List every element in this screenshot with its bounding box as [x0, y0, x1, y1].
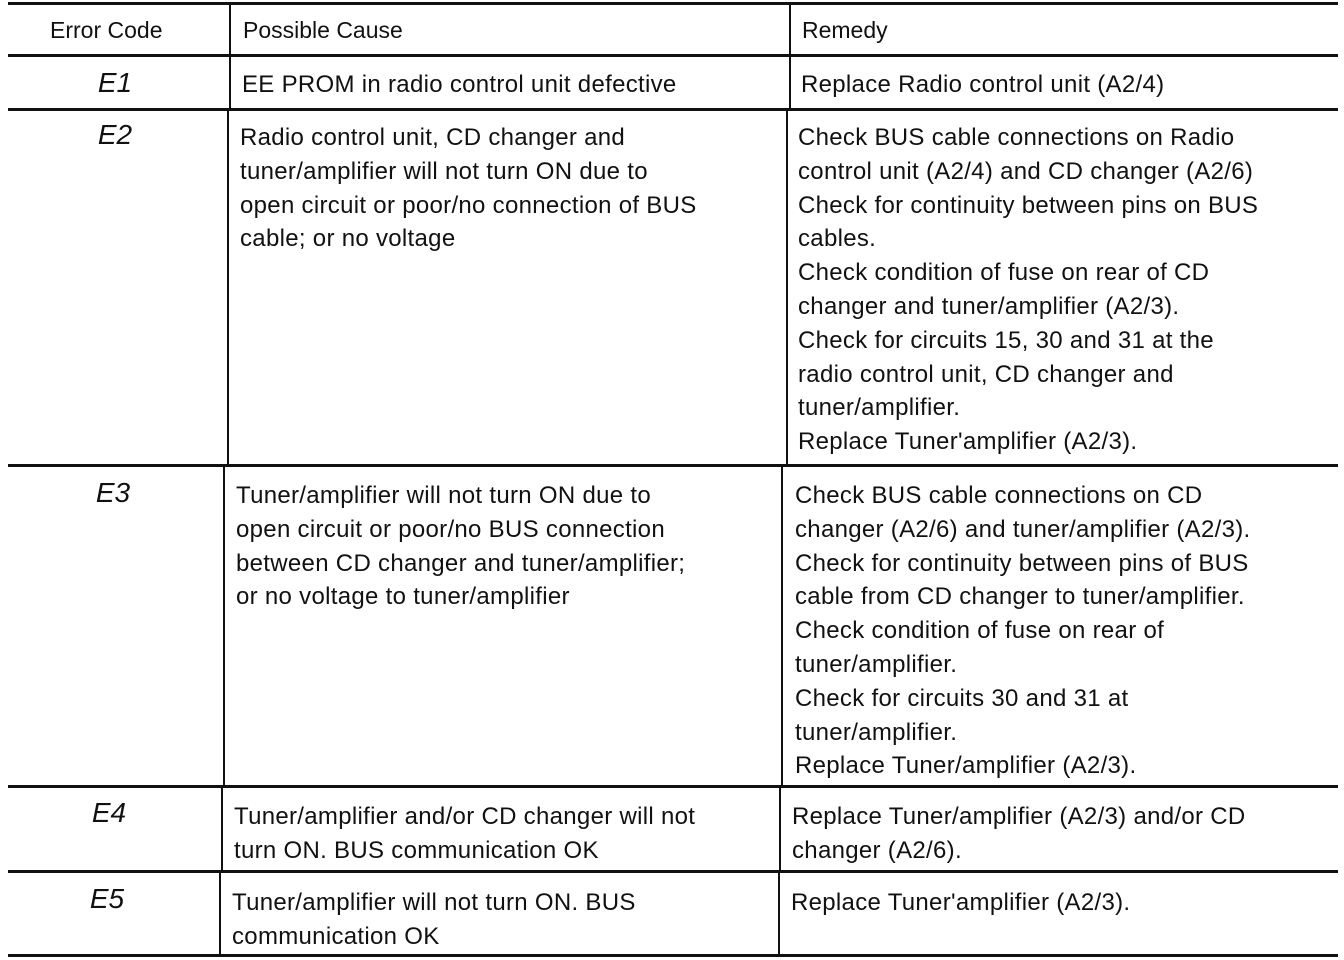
row-divider [8, 785, 1338, 788]
column-divider [779, 785, 781, 872]
header-possible-cause: Possible Cause [243, 17, 403, 43]
row-e3-cause: Tuner/amplifier will not turn ON due to open circuit or poor/no BUS connection between CD changer and tuner/amplifier; or no voltage to tuner/amplifier [236, 482, 686, 611]
header-error-code: Error Code [50, 17, 163, 43]
row-e3-code: E3 [95, 477, 131, 508]
column-divider [219, 870, 221, 956]
top-border [8, 2, 1338, 5]
header-remedy: Remedy [802, 17, 888, 43]
row-divider [8, 464, 1338, 467]
column-divider [229, 2, 231, 110]
column-divider [221, 785, 223, 872]
column-divider [778, 870, 780, 956]
row-e1-code: E1 [97, 67, 133, 98]
row-e4-cause: Tuner/amplifier and/or CD changer will not turn ON. BUS communication OK [234, 803, 696, 864]
row-divider [8, 870, 1338, 873]
row-e5-remedy: Replace Tuner'amplifier (A2/3). [791, 889, 1131, 916]
header-divider [8, 54, 1338, 57]
row-e4-code: E4 [91, 797, 127, 828]
column-divider [789, 2, 791, 110]
bottom-border [8, 954, 1338, 957]
row-e2-cause: Radio control unit, CD changer and tuner/amplifier will not turn ON due to open circuit or poor/no connection of BUS cable; or no voltage [240, 124, 697, 253]
row-e1-remedy: Replace Radio control unit (A2/4) [801, 71, 1165, 98]
column-divider [786, 108, 788, 466]
column-divider [227, 108, 229, 466]
row-e5-cause: Tuner/amplifier will not turn ON. BUS communication OK [232, 889, 636, 950]
row-e3-remedy: Check BUS cable connections on CD changer (A2/6) and tuner/amplifier (A2/3). Check for continuity between pins of BUS cable from CD changer to tuner/amplifier. Check condition of fuse on rear of tuner/amplifier. Check for circuits 30 and 31 at tuner/amplifier. Replace Tuner/amplifier (A2/3). [795, 482, 1251, 780]
row-e5-code: E5 [89, 883, 125, 914]
row-e2-code: E2 [97, 119, 133, 150]
error-code-table [8, 2, 1338, 957]
row-e4-remedy: Replace Tuner/amplifier (A2/3) and/or CD changer (A2/6). [792, 803, 1246, 864]
row-e1-cause: EE PROM in radio control unit defective [242, 71, 677, 98]
column-divider [781, 464, 783, 787]
row-e2-remedy: Check BUS cable connections on Radio control unit (A2/4) and CD changer (A2/6) Check for continuity between pins on BUS cables. Check condition of fuse on rear of CD changer and tuner/amplifier (A2/3). Check for circuits 15, 30 and 31 at the radio control unit, CD changer and tuner/amplifier. Replace Tuner'amplifier (A2/3). [798, 124, 1259, 456]
row-divider [8, 108, 1338, 111]
column-divider [223, 464, 225, 787]
